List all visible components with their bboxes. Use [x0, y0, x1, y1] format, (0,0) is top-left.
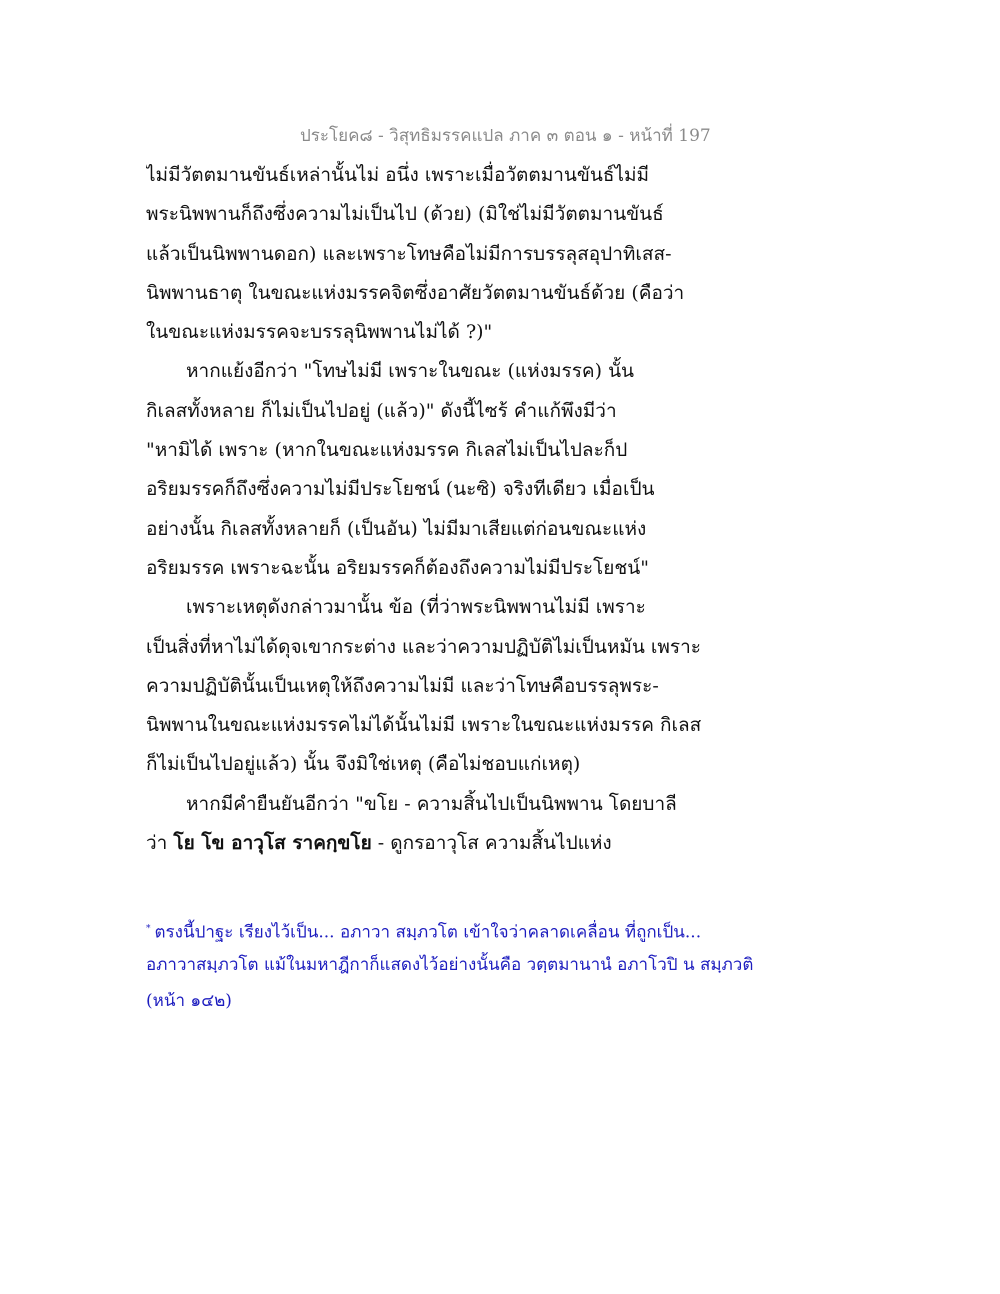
text-line: ไม่มีวัตตมานขันธ์เหล่านั้นไม่ อนึ่ง เพราะเมื่อวัตตมานขันธ์ไม่มี — [146, 164, 650, 186]
footnote-line: อภาวาสมฺภวโต แม้ในมหาฎีกาก็แสดงไว้อย่างนั้นคือ วตฺตมานานํ อภาโวปิ น สมฺภวติ — [146, 955, 754, 975]
text-line: อย่างนั้น กิเลสทั้งหลายก็ (เป็นอัน) ไม่มีมาเสียแต่ก่อนขณะแห่ง — [146, 517, 647, 540]
text-line: "หามิได้ เพราะ (หากในขณะแห่งมรรค กิเลสไม่เป็นไปละก็ป — [146, 439, 628, 462]
footnote-line — [146, 911, 786, 947]
body-text — [146, 156, 736, 863]
footnote-text: ตรงนี้ปาฐะ เรียงไว้เป็น... อภาวา สมฺภวโต เข้าใจว่าคลาดเคลื่อน ที่ถูกเป็น... — [154, 922, 702, 943]
text-line: พระนิพพานก็ถึงซึ่งความไม่เป็นไป (ด้วย) (มิใช่ไม่มีวัตตมานขันธ์ — [146, 203, 664, 226]
text-line: ในขณะแห่งมรรคจะบรรลุนิพพานไม่ได้ ?)" — [146, 321, 493, 344]
footnote-marker: * — [146, 924, 151, 934]
text-line: ก็ไม่เป็นไปอยู่แล้ว) นั้น จึงมิใช่เหตุ (คือไม่ชอบแก่เหตุ) — [146, 753, 581, 776]
text-line: อริยมรรค เพราะฉะนั้น อริยมรรคก็ต้องถึงความไม่มีประโยชน์" — [146, 556, 650, 579]
text-line: อริยมรรคก็ถึงซึ่งความไม่มีประโยชน์ (นะซิ) จริงทีเดียว เมื่อเป็น — [146, 478, 655, 501]
footnote-line: (หน้า ๑๔๒) — [146, 991, 232, 1011]
pali-quote: โย โข อาวุโส ราคกฺขโย — [173, 832, 372, 855]
running-header: ประโยค๘ - วิสุทธิมรรคแปล ภาค ๓ ตอน ๑ - หน้าที่ 197 — [300, 126, 711, 146]
text-line: แล้วเป็นนิพพานดอก) และเพราะโทษคือไม่มีการบรรลุสอุปาทิเสส- — [146, 242, 672, 265]
paragraph-start-line: เพราะเหตุดังกล่าวมานั้น ข้อ (ที่ว่าพระนิพพานไม่มี เพราะ — [186, 596, 646, 619]
text-line: นิพพานในขณะแห่งมรรคไม่ได้นั้นไม่มี เพราะในขณะแห่งมรรค กิเลส — [146, 714, 702, 737]
text-line-with-pali-quote — [146, 824, 736, 863]
text-line: ความปฏิบัตินั้นเป็นเหตุให้ถึงความไม่มี และว่าโทษคือบรรลุพระ- — [146, 674, 659, 697]
footnote — [146, 911, 786, 1019]
text-line: เป็นสิ่งที่หาไม่ได้ดุจเขากระต่าง และว่าความปฏิบัติไม่เป็นหมัน เพราะ — [146, 635, 701, 658]
text-line: นิพพานธาตุ ในขณะแห่งมรรคจิตซึ่งอาศัยวัตตมานขันธ์ด้วย (คือว่า — [146, 281, 685, 304]
quote-prefix: ว่า — [146, 832, 174, 855]
quote-suffix: - ดูกรอาวุโส ความสิ้นไปแห่ง — [371, 832, 612, 855]
paragraph-start-line: หากมีคำยืนยันอีกว่า "ขโย - ความสิ้นไปเป็นนิพพาน โดยบาลี — [186, 792, 677, 815]
paragraph-start-line: หากแย้งอีกว่า "โทษไม่มี เพราะในขณะ (แห่งมรรค) นั้น — [186, 360, 635, 383]
text-line: กิเลสทั้งหลาย ก็ไม่เป็นไปอยู่ (แล้ว)" ดังนี้ไซร้ คำแก้พึงมีว่า — [146, 399, 617, 422]
